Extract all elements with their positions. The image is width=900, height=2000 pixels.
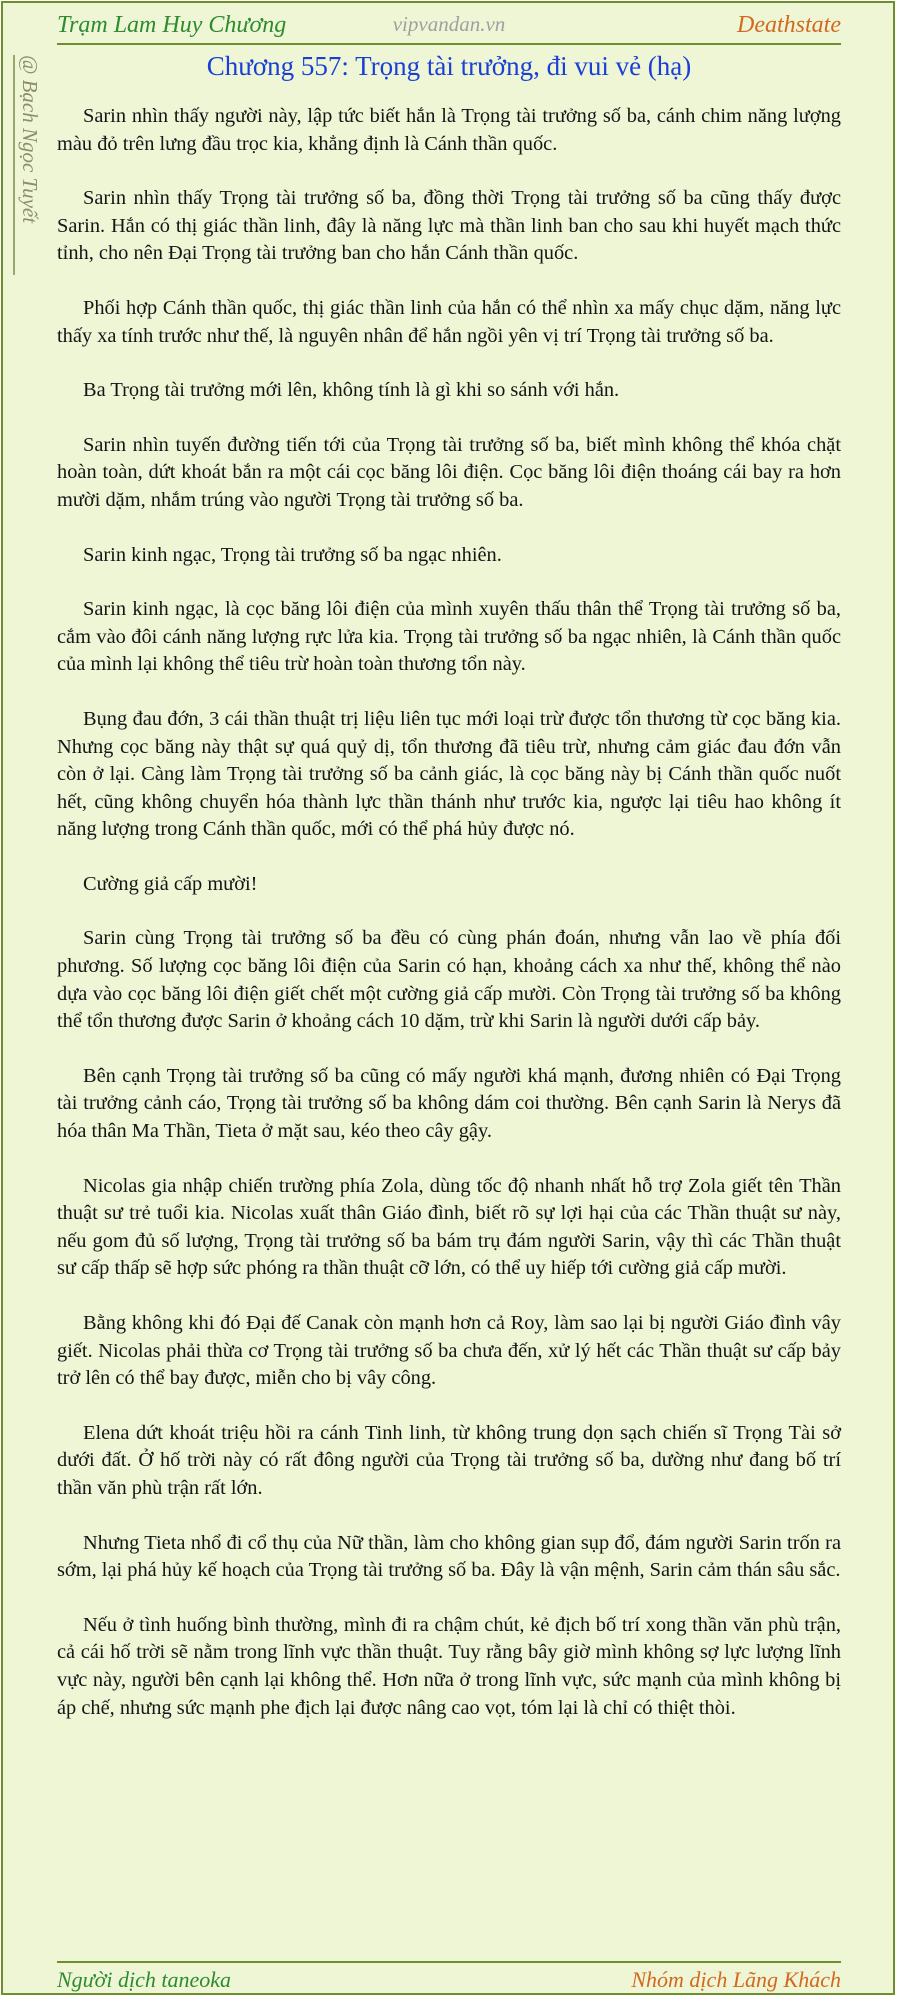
paragraph: Nicolas gia nhập chiến trường phía Zola, dùng tốc độ nhanh nhất hỗ trợ Zola giết tên Thần thuật sư trẻ tuổi kia. Nicolas xuất thân Giáo đình, biết rõ sự lợi hại của các Thần thuật sư này, nếu gom đủ số lượng, Trọng tài trưởng số ba bám trụ đám người Sarin, vậy thì các Thần thuật sư cấp thấp sẽ hợp sức phóng ra thần thuật cỡ lớn, có thể uy hiếp tới cường giả cấp mười. (57, 1174, 841, 1280)
paragraph: Bụng đau đớn, 3 cái thần thuật trị liệu liên tục mới loại trừ được tổn thương từ cọc băng kia. Nhưng cọc băng này thật sự quá quỷ dị, tổn thương đã tiêu trừ, nhưng cảm giác đau đớn vẫn còn ở lại. Càng làm Trọng tài trưởng số ba cảnh giác, là cọc băng này bị Cánh thần quốc nuốt hết, cũng không chuyển hóa thành lực thần thánh như trước kia, ngược lại tiêu hao không ít năng lượng trong Cánh thần quốc, mới có thể phá hủy được nó. (57, 707, 841, 841)
paragraph: Sarin kinh ngạc, là cọc băng lôi điện của mình xuyên thấu thân thể Trọng tài trưởng số ba, cắm vào đôi cánh năng lượng rực lửa kia. Trọng tài trưởng số ba ngạc nhiên, là Cánh thần quốc của mình lại không thể tiêu trừ hoàn toàn thương tổn này. (57, 598, 841, 676)
paragraph: Sarin nhìn tuyến đường tiến tới của Trọng tài trưởng số ba, biết mình không thể khóa chặt hoàn toàn, dứt khoát bắn ra một cái cọc băng lôi điện. Cọc băng lôi điện thoáng cái bay ra hơn mười dặm, nhắm trúng vào người Trọng tài trưởng số ba. (57, 433, 841, 511)
paragraph: Sarin nhìn thấy Trọng tài trưởng số ba, đồng thời Trọng tài trưởng số ba cũng thấy được Sarin. Hắn có thị giác thần linh, đây là năng lực mà thần linh ban cho sau khi huyết mạch thức tỉnh, cho nên Đại Trọng tài trưởng ban cho hắn Cánh thần quốc. (57, 187, 841, 265)
page-footer (57, 1961, 841, 1993)
sidebar-credit-text: @ Bạch Ngọc Tuyết (18, 55, 42, 224)
paragraph: Elena dứt khoát triệu hồi ra cánh Tinh linh, từ không trung dọn sạch chiến sĩ Trọng Tài sở dưới đất. Ở hố trời này có rất đông người của Trọng tài trưởng số ba, dường như đang bố trí thần văn phù trận rất lớn. (57, 1421, 841, 1499)
paragraph: Nếu ở tình huống bình thường, mình đi ra chậm chút, kẻ địch bố trí xong thần văn phù trận, cả cái hố trời sẽ nằm trong lĩnh vực thần thuật. Tuy rằng bây giờ mình không sợ lực lượng lĩnh vực này, người bên cạnh lại không thể. Hơn nữa ở trong lĩnh vực, sức mạnh của mình không bị áp chế, nhưng sức mạnh phe địch lại được nâng cao vọt, tóm lại là chỉ có thiệt thòi. (57, 1613, 841, 1719)
paragraph: Sarin cùng Trọng tài trưởng số ba đều có cùng phán đoán, nhưng vẫn lao về phía đối phương. Số lượng cọc băng lôi điện của Sarin có hạn, khoảng cách xa như thế, không thể nào dựa vào cọc băng lôi điện giết chết một cường giả cấp mười. Còn Trọng tài trưởng số ba không thể tổn thương được Sarin ở khoảng cách 10 dặm, trừ khi Sarin là người dưới cấp bảy. (57, 927, 841, 1033)
page-header (57, 11, 841, 45)
chapter-title: Chương 557: Trọng tài trưởng, đi vui vẻ (hạ) (206, 51, 692, 81)
paragraph: Cường giả cấp mười! (83, 872, 258, 895)
footer-translator: Người dịch taneoka (57, 1967, 232, 1992)
paragraph: Bằng không khi đó Đại đế Canak còn mạnh hơn cả Roy, làm sao lại bị người Giáo đình vây giết. Nicolas phải thừa cơ Trọng tài trưởng số ba chưa đến, xử lý hết các Thần thuật sư cấp bảy trở lên có thể bay được, miễn cho bị vây công. (57, 1312, 841, 1390)
paragraph: Sarin kinh ngạc, Trọng tài trưởng số ba ngạc nhiên. (83, 543, 502, 566)
sidebar-credit (13, 55, 41, 275)
header-author: Deathstate (737, 12, 841, 38)
paragraph: Sarin nhìn thấy người này, lập tức biết hắn là Trọng tài trưởng số ba, cánh chim năng lượng màu đỏ trên lưng đầu trọc kia, khẳng định là Cánh thần quốc. (57, 105, 841, 155)
chapter-content (57, 103, 841, 1749)
header-site-name: Trạm Lam Huy Chương (57, 12, 287, 38)
footer-group: Nhóm dịch Lãng Khách (631, 1967, 841, 1992)
paragraph: Phối hợp Cánh thần quốc, thị giác thần linh của hắn có thể nhìn xa mấy chục dặm, năng lực thấy xa tính trước như thế, là nguyên nhân để hắn ngồi yên vị trí Trọng tài trưởng số ba. (57, 296, 841, 347)
paragraph: Bên cạnh Trọng tài trưởng số ba cũng có mấy người khá mạnh, đương nhiên có Đại Trọng tài trưởng cảnh cáo, Trọng tài trưởng số ba không dám coi thường. Bên cạnh Sarin là Nerys đã hóa thân Ma Thần, Tieta ở mặt sau, kéo theo cây gậy. (57, 1064, 841, 1143)
paragraph: Ba Trọng tài trưởng mới lên, không tính là gì khi so sánh với hắn. (83, 379, 620, 402)
paragraph: Nhưng Tieta nhổ đi cổ thụ của Nữ thần, làm cho không gian sụp đổ, đám người Sarin trốn ra sớm, lại phá hủy kế hoạch của Trọng tài trưởng số ba. Đây là vận mệnh, Sarin cảm thán sâu sắc. (57, 1531, 841, 1582)
page-frame (1, 1, 895, 1995)
header-website: vipvandan.vn (392, 12, 506, 36)
